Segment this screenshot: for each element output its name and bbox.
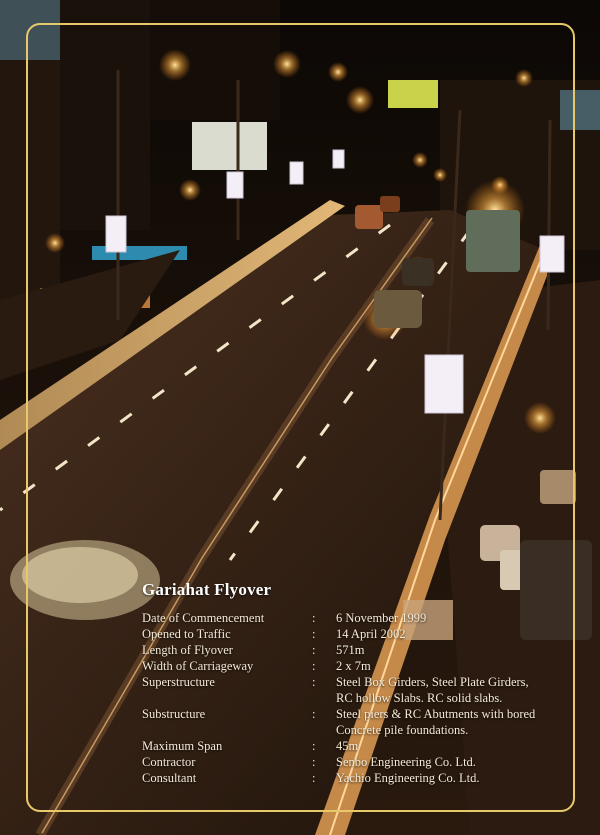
info-colon: : [312,675,316,689]
info-colon: : [312,627,316,641]
info-label: Date of Commencement [142,611,265,625]
info-row [142,626,582,642]
info-value: Steel piers & RC Abutments with bored Concrete pile foundations. [336,707,536,737]
info-row [142,610,582,626]
info-colon: : [312,659,316,673]
info-value: 14 April 2002 [336,627,406,641]
info-label: Maximum Span [142,739,223,753]
flyover-info-panel [142,580,582,786]
info-value: 6 November 1999 [336,611,427,625]
info-row [142,706,582,738]
info-value: 2 x 7m [336,659,371,673]
info-colon: : [312,643,316,657]
info-colon: : [312,771,316,785]
info-value: 45m [336,739,359,753]
flyover-title: Gariahat Flyover [142,580,272,599]
info-label: Superstructure [142,675,215,689]
info-value: Steel Box Girders, Steel Plate Girders, RC hollow Slabs. RC solid slabs. [336,675,529,705]
info-row [142,658,582,674]
info-label: Width of Carriageway [142,659,254,673]
info-row [142,674,582,706]
info-row [142,642,582,658]
info-colon: : [312,739,316,753]
info-value: Senbo Engineering Co. Ltd. [336,755,476,769]
info-label: Length of Flyover [142,643,233,657]
info-row [142,738,582,754]
info-colon: : [312,611,316,625]
info-label: Substructure [142,707,206,721]
info-label: Consultant [142,771,197,785]
info-colon: : [312,755,316,769]
info-row [142,754,582,770]
info-value: 571m [336,643,365,657]
info-value: Yachio Engineering Co. Ltd. [336,771,480,785]
info-label: Contractor [142,755,196,769]
info-colon: : [312,707,316,721]
info-row [142,770,582,786]
info-label: Opened to Traffic [142,627,231,641]
